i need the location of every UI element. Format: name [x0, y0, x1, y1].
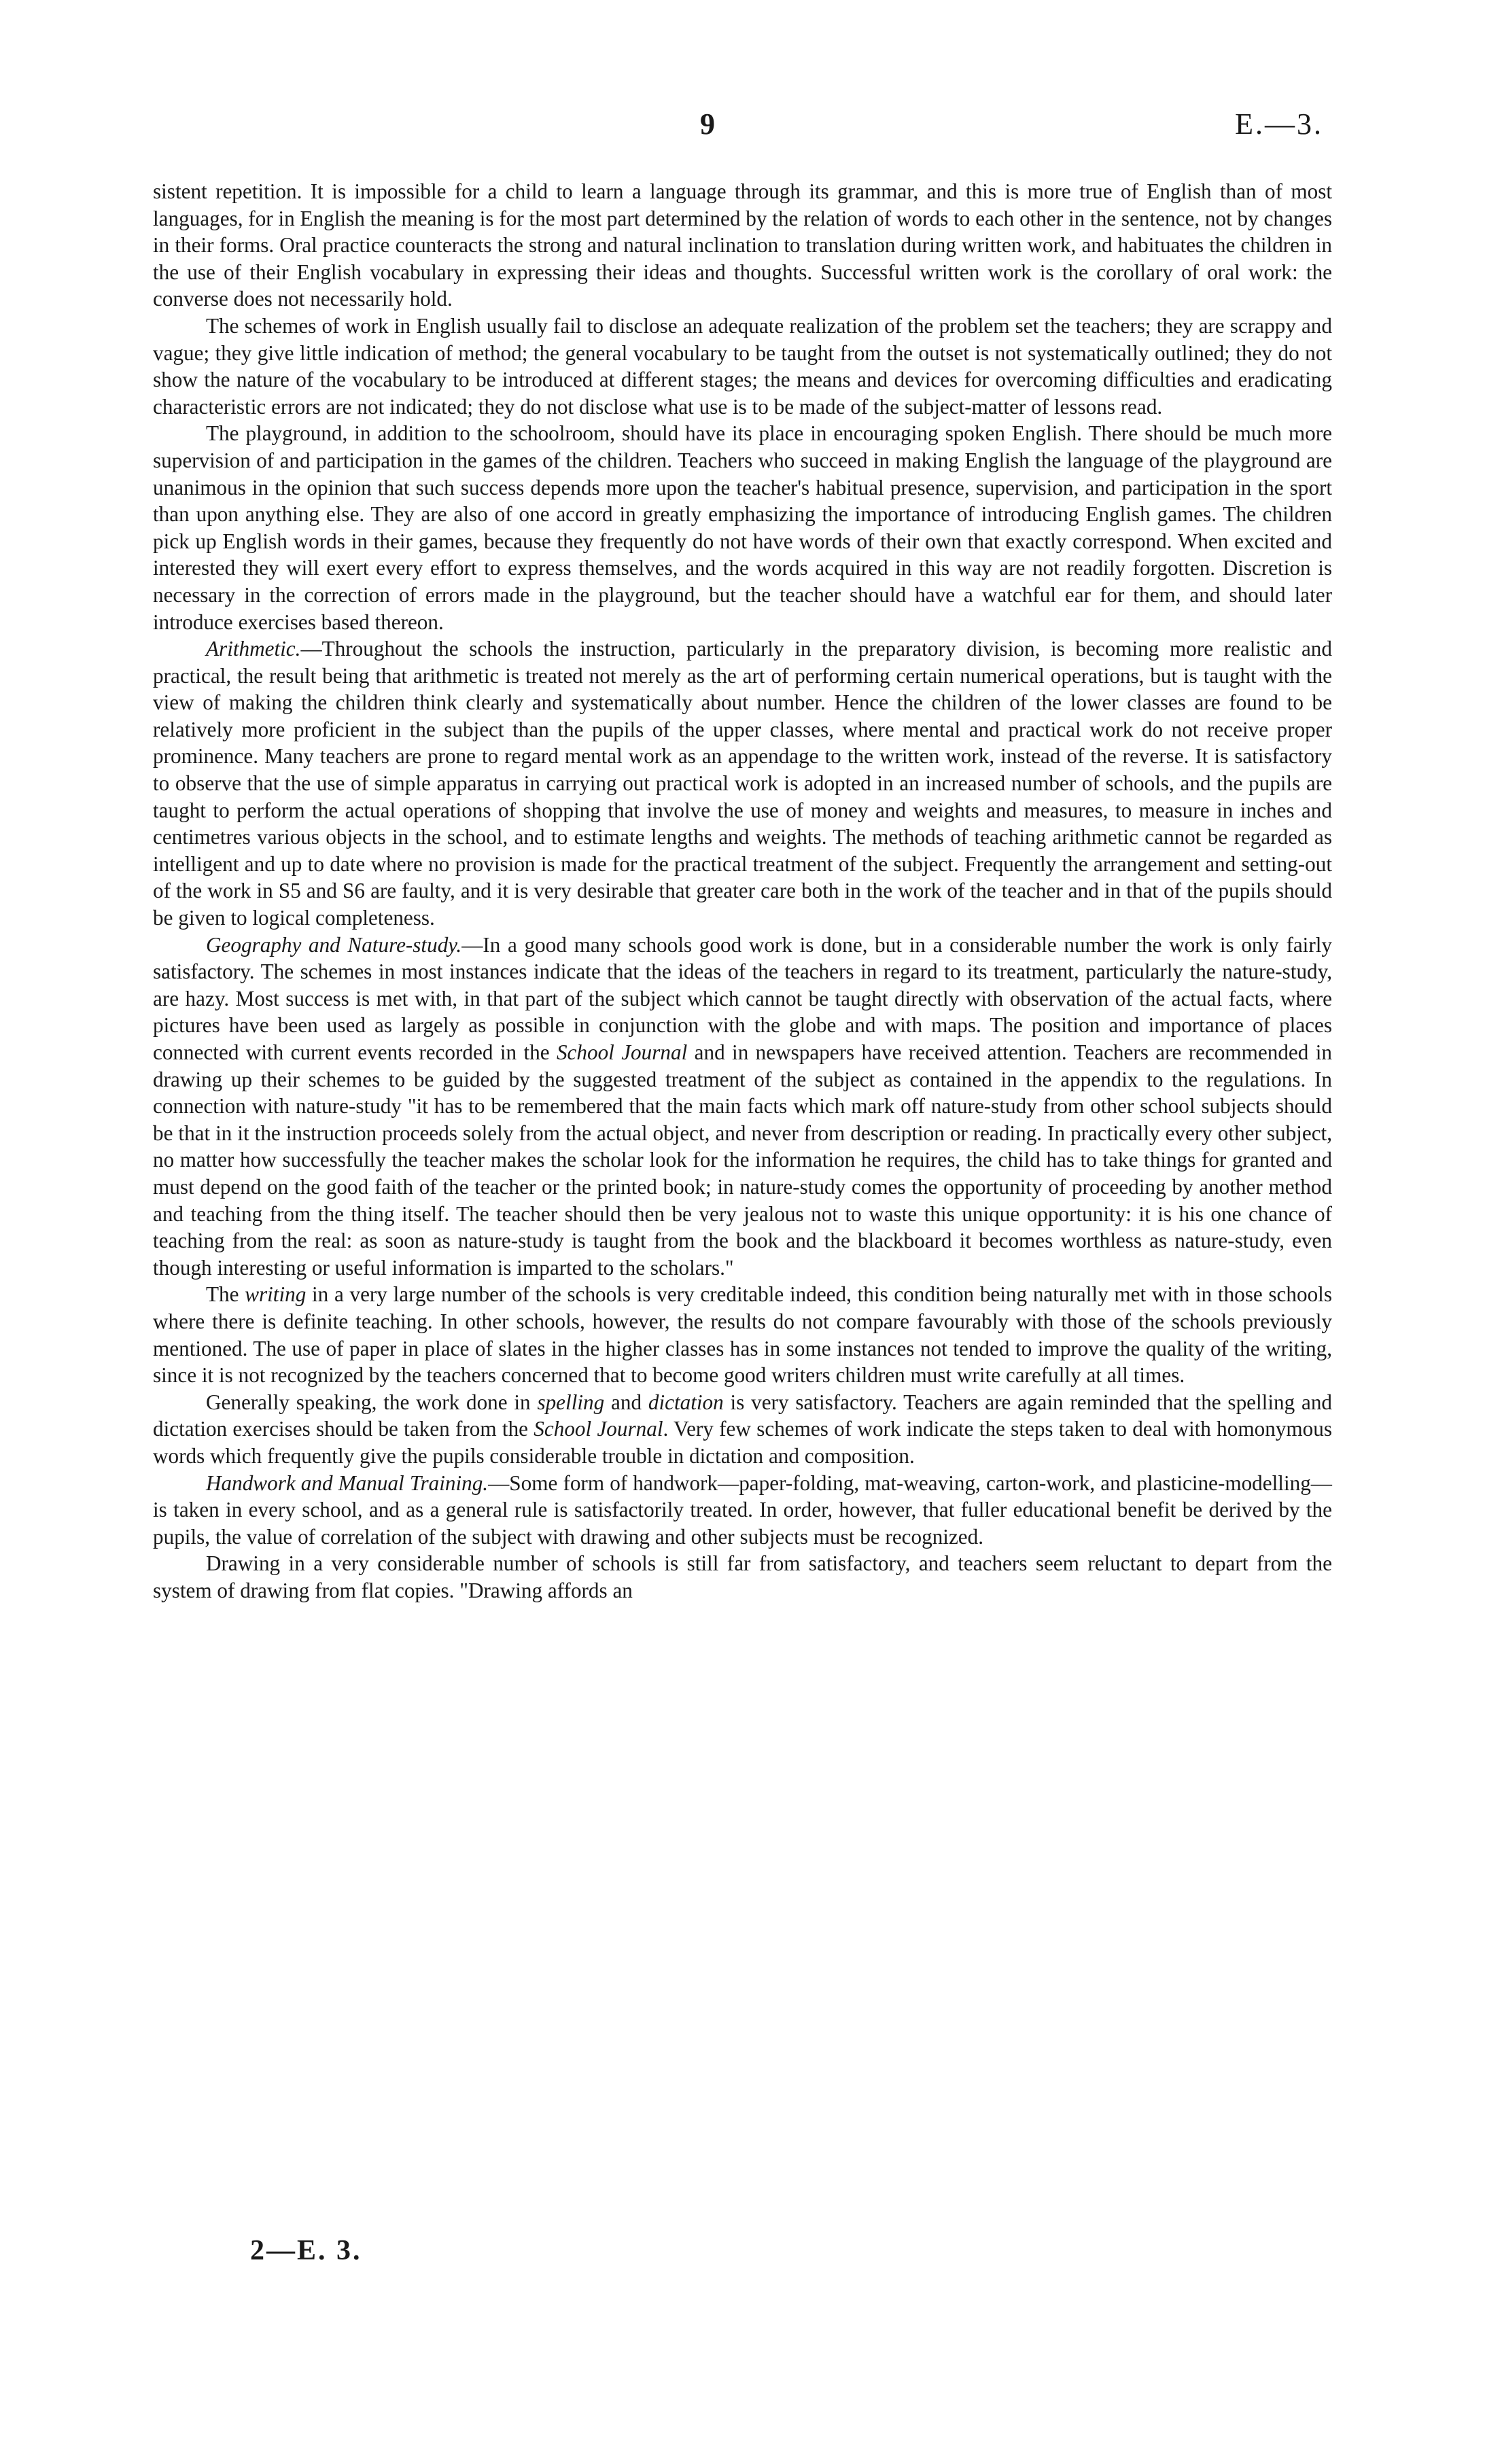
paragraph: sistent repetition. It is impossible for a child to learn a language through its grammar, and this is more true of English than of most languages, for in English the meaning is for the most part determined by the relation of words to each other in the sentence, not by changes in their forms. Oral practice counteracts the strong and natural inclination to translation during written work, and habituates the children in the use of their English vocabulary in expressing their ideas and thoughts. Successful written work is the corollary of oral work: the converse does not necessarily hold. [153, 179, 1332, 311]
section-heading: Arithmetic. [206, 637, 301, 661]
series-reference: E.—3. [1235, 107, 1323, 141]
paragraph-writing: The writing in a very large number of the schools is very creditable indeed, this condition being naturally met with in those schools where there is definite teaching. In other schools, however, the results do not compare favourably with those of the schools previously mentioned. The use of paper in place of slates in the higher classes has in some instances not tended to improve the quality of the writing, since it is not recognized by the teachers concerned that to become good writers children must write carefully at all times. [153, 1282, 1332, 1388]
paragraph-geography: Geography and Nature-study.—In a good many schools good work is done, but in a considerable number the work is only fairly satisfactory. The schemes in most instances indicate that the ideas of the teachers in regard to its treatment, particularly the nature-study, are hazy. Most success is met with, in that part of the subject which cannot be taught directly with observation of the actual facts, where pictures have been used as largely as possible in conjunction with the globe and with maps. The position and importance of places connected with current events recorded in the School Journal and in newspapers have received attention. Teachers are recommended in drawing up their schemes to be guided by the suggested treatment of the subject as contained in the appendix to the regulations. In connection with nature-study "it has to be remembered that the main facts which mark off nature-study from other school subjects should be that in it the instruction proceeds solely from the actual object, and never from description or reading. In practically every other subject, no matter how successfully the teacher makes the scholar look for the information he requires, the child has to take things for granted and must depend on the good faith of the teacher or the printed book; in nature-study comes the opportunity of proceeding by another method and teaching from the thing itself. The teacher should then be very jealous not to waste this unique opportunity: it is his one chance of teaching from the real: as soon as nature-study is taught from the book and the blackboard it becomes worthless as nature-study, even though interesting or useful information is imparted to the scholars." [153, 932, 1333, 1280]
footer-signature: 2—E. 3. [250, 2235, 362, 2266]
section-heading: Handwork and Manual Training. [206, 1471, 489, 1495]
paragraph-handwork: Handwork and Manual Training.—Some form of handwork—paper-folding, mat-weaving, carton-work, and plasticine-modelling—is taken in every school, and as a general rule is satisfactorily treated. In order, however, that fuller educational benefit be derived by the pupils, the value of correlation of the subject with drawing and other subjects must be recognized. [153, 1471, 1332, 1549]
paragraph: The schemes of work in English usually fail to disclose an adequate realization of the problem set the teachers; they are scrappy and vague; they give little indication of method; the general vocabulary to be taught from the outset is not systematically outlined; they do not show the nature of the vocabulary to be introduced at different stages; the means and devices for overcoming difficulties and eradicating characteristic errors are not indicated; they do not disclose what use is to be made of the subject-matter of lessons read. [153, 313, 1332, 419]
page-number: 9 [700, 107, 715, 141]
paragraph: The playground, in addition to the schoolroom, should have its place in encouraging spoken English. There should be much more supervision of and participation in the games of the children. Teachers who succeed in making English the language of the playground are unanimous in the opinion that such success depends more upon the teacher's habitual presence, supervision, and participation in the sport than upon anything else. They are also of one accord in greatly emphasizing the importance of introducing English games. The children pick up English words in their games, because they frequently do not have words of their own that exactly correspond. When excited and interested they will exert every effort to express themselves, and the words acquired in this way are not readily forgotten. Discretion is necessary in the correction of errors made in the playground, but the teacher should have a watchful ear for them, and should later introduce exercises based thereon. [153, 421, 1332, 634]
paragraph-arithmetic: Arithmetic.—Throughout the schools the instruction, particularly in the preparatory division, is becoming more realistic and practical, the result being that arithmetic is treated not merely as the art of performing certain numerical operations, but is taught with the view of making the children think clearly and systematically about number. Hence the children of the lower classes are found to be relatively more proficient in the subject than the pupils of the upper classes, where mental and practical work do not receive proper prominence. Many teachers are prone to regard mental work as an appendage to the written work, instead of the reverse. It is satisfactory to observe that the use of simple apparatus in carrying out practical work is adopted in an increased number of schools, and the pupils are taught to perform the actual operations of shopping that involve the use of money and weights and measures, to measure in inches and centimetres various objects in the school, and to estimate lengths and weights. The methods of teaching arithmetic cannot be regarded as intelligent and up to date where no provision is made for the practical treatment of the subject. Frequently the arrangement and setting-out of the work in S5 and S6 are faulty, and it is very desirable that greater care both in the work of the teacher and in that of the pupils should be given to logical completeness. [153, 637, 1332, 930]
body-text [153, 178, 1332, 1604]
paragraph-spelling: Generally speaking, the work done in spelling and dictation is very satisfactory. Teachers are again reminded that the spelling and dictation exercises should be taken from the School Journal. Very few schemes of work indicate the steps taken to deal with homonymous words which frequently give the pupils considerable trouble in dictation and composition. [153, 1390, 1333, 1468]
paragraph-drawing: Drawing in a very considerable number of schools is still far from satisfactory, and teachers seem reluctant to depart from the system of drawing from flat copies. "Drawing affords an [153, 1551, 1332, 1602]
section-heading: Geography and Nature-study. [206, 932, 462, 957]
